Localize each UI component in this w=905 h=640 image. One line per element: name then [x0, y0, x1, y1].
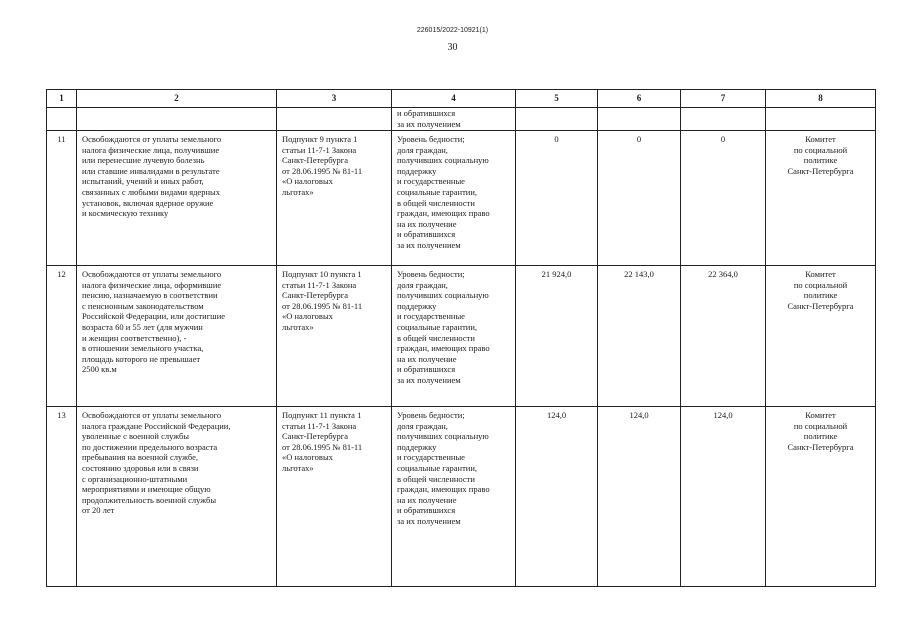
value-col5: 124,0: [516, 407, 598, 587]
column-header: 5: [516, 90, 598, 108]
column-header: 7: [681, 90, 766, 108]
column-header: 6: [598, 90, 681, 108]
responsible-org-cell: Комитет по социальной политике Санкт-Петербурга: [766, 407, 876, 587]
legal-basis-cell: Подпункт 11 пункта 1 статьи 11-7-1 Закона Санкт-Петербурга от 28.06.1995 № 81-11 «О налоговых льготах»: [277, 407, 392, 587]
table-row: [47, 266, 876, 407]
responsible-org-cell: Комитет по социальной политике Санкт-Петербурга: [766, 266, 876, 407]
value-col7: 124,0: [681, 407, 766, 587]
legal-basis-cell: Подпункт 10 пункта 1 статьи 11-7-1 Закона Санкт-Петербурга от 28.06.1995 № 81-11 «О налоговых льготах»: [277, 266, 392, 407]
table-row: [47, 131, 876, 266]
column-header: 8: [766, 90, 876, 108]
column-header: 2: [77, 90, 277, 108]
indicator-cell: Уровень бедности; доля граждан, получивших социальную поддержку и государственные социальные гарантии, в общей численности граждан, имеющих право на их получение и обратившихся за их получением: [392, 266, 516, 407]
row-number: 12: [47, 266, 77, 407]
value-col6: 0: [598, 131, 681, 266]
value-col6: 22 143,0: [598, 266, 681, 407]
description-cell: Освобождаются от уплаты земельного налога физические лица, оформившие пенсию, назначаемую в соответствии с пенсионным законодательством Российской Федерации, или достигшие возраста 60 и 55 лет (для мужчин и женщин соответственно), - в отношении земельного участка, площадь которого не превышает 2500 кв.м: [77, 266, 277, 407]
indicator-cell: Уровень бедности; доля граждан, получивших социальную поддержку и государственные социальные гарантии, в общей численности граждан, имеющих право на их получение и обратившихся за их получением: [392, 131, 516, 266]
value-col6: 124,0: [598, 407, 681, 587]
responsible-org-cell: Комитет по социальной политике Санкт-Петербурга: [766, 131, 876, 266]
row-number: 13: [47, 407, 77, 587]
table-row: [47, 407, 876, 587]
page-number: 30: [447, 42, 458, 53]
row-number: 11: [47, 131, 77, 266]
benefits-table: [46, 89, 876, 587]
indicator-cell: Уровень бедности; доля граждан, получивших социальную поддержку и государственные социальные гарантии, в общей численности граждан, имеющих право на их получение и обратившихся за их получением: [392, 407, 516, 587]
column-header: 3: [277, 90, 392, 108]
description-cell: Освобождаются от уплаты земельного налога физические лица, получившие или перенесшие лучевую болезнь или ставшие инвалидами в результате испытаний, учений и иных работ, связанных с любыми видами ядерных установок, включая ядерное оружие и космическую технику: [77, 131, 277, 266]
value-col7: 22 364,0: [681, 266, 766, 407]
column-header: 1: [47, 90, 77, 108]
value-col5: 0: [516, 131, 598, 266]
legal-basis-cell: Подпункт 9 пункта 1 статьи 11-7-1 Закона Санкт-Петербурга от 28.06.1995 № 81-11 «О налоговых льготах»: [277, 131, 392, 266]
continuation-row: [47, 108, 876, 131]
document-id: 226015/2022-10921(1): [416, 27, 489, 34]
value-col7: 0: [681, 131, 766, 266]
value-col5: 21 924,0: [516, 266, 598, 407]
table-header-row: [47, 90, 876, 108]
column-header: 4: [392, 90, 516, 108]
description-cell: Освобождаются от уплаты земельного налога граждане Российской Федерации, уволенные с военной службы по достижении предельного возраста пребывания на военной службе, состоянию здоровья или в связи с организационно-штатными мероприятиями и имеющие общую продолжительность военной службы от 20 лет: [77, 407, 277, 587]
indicator-cell: и обратившихся за их получением: [392, 108, 516, 131]
